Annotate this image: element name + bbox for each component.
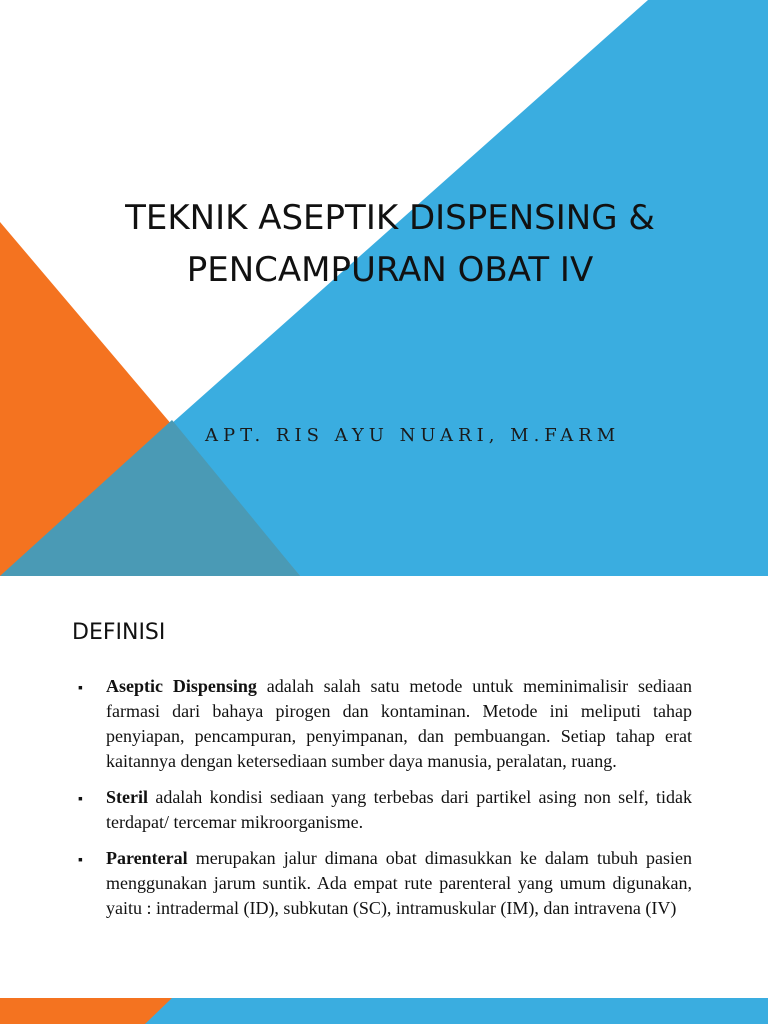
slide-title-line-2: PENCAMPURAN OBAT IV: [186, 250, 594, 290]
footer-decoration: [0, 998, 768, 1024]
definition-term: Steril: [106, 787, 148, 807]
list-item: [78, 785, 692, 835]
definition-term: Parenteral: [106, 848, 188, 868]
list-item: [78, 674, 692, 774]
slide-title: [60, 192, 720, 296]
definition-text: merupakan jalur dimana obat dimasukkan ke dalam tubuh pasien menggunakan jarum suntik. Ada empat rute parenteral yang umum digunakan, yaitu : intradermal (ID), subkutan (SC), intramuskular (IM), dan intravena (IV): [106, 848, 692, 918]
definition-list: [78, 674, 692, 932]
author-subtitle: APT. RIS AYU NUARI, M.FARM: [205, 425, 621, 446]
definition-slide: [0, 576, 768, 1024]
square-bullet-icon: ▪: [78, 853, 83, 868]
definition-text: adalah kondisi sediaan yang terbebas dari partikel asing non self, tidak terdapat/ tercemar mikroorganisme.: [106, 787, 692, 832]
square-bullet-icon: ▪: [78, 681, 83, 696]
definition-term: Aseptic Dispensing: [106, 676, 257, 696]
definition-text: adalah salah satu metode untuk meminimalisir sediaan farmasi dari bahaya pirogen dan kontaminan. Metode ini meliputi tahap penyiapan, pencampuran, penyimpanan, dan pembuangan. Setiap tahap erat kaitannya dengan ketersediaan sumber daya manusia, peralatan, ruang.: [106, 676, 692, 771]
section-heading: DEFINISI: [72, 620, 166, 645]
slide-title-line-1: TEKNIK ASEPTIK DISPENSING &: [125, 198, 655, 238]
footer-orange-band: [0, 998, 172, 1024]
list-item: [78, 846, 692, 921]
square-bullet-icon: ▪: [78, 792, 83, 807]
